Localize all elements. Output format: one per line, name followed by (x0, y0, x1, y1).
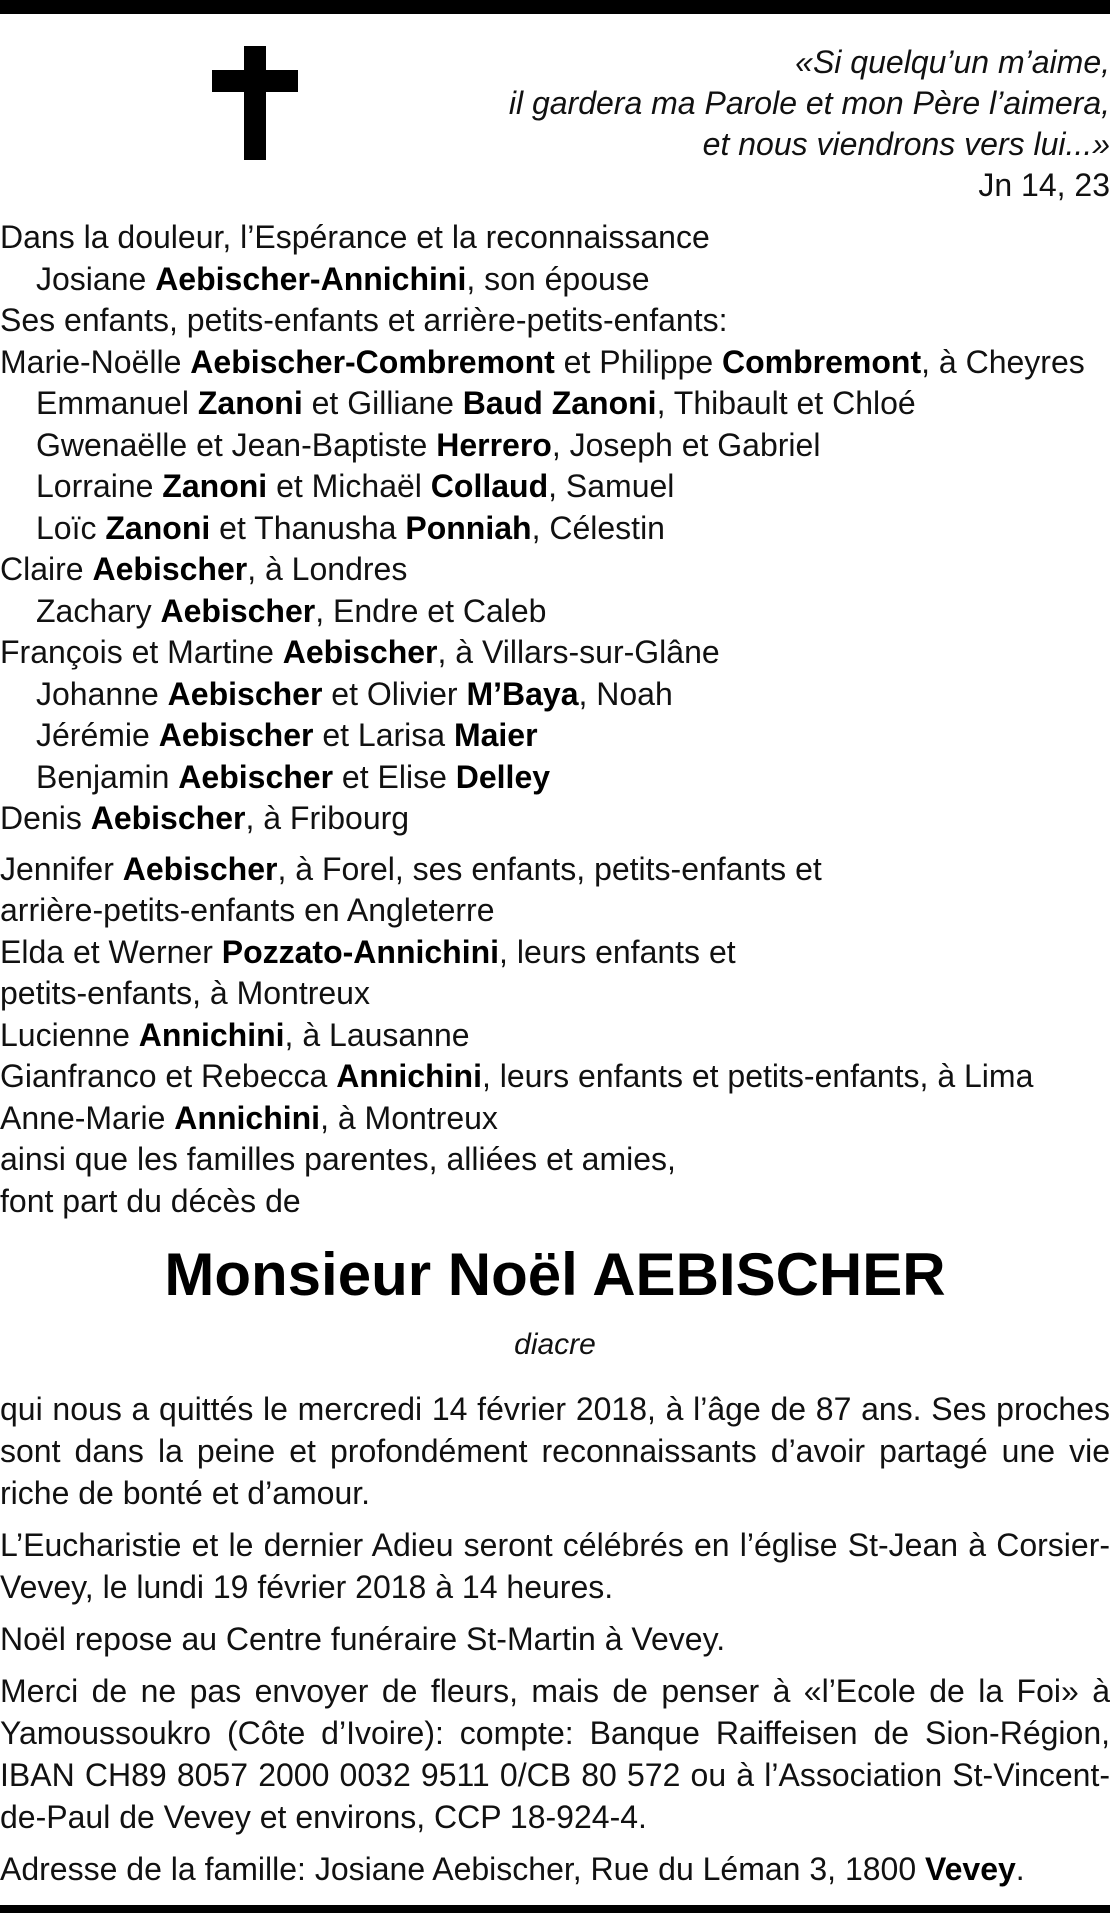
mourner-line-cont: arrière-petits-enfants en Angleterre (0, 892, 495, 928)
mourner-line: Zachary Aebischer, Endre et Caleb (36, 592, 547, 629)
death-paragraph: qui nous a quittés le mercredi 14 février 2018, à l’âge de 87 ans. Ses proches sont dans la peine et profondément reconnaissants d’avoir partagé une vie riche de bonté et d’amour. (0, 1391, 1110, 1511)
announcement-text (0, 1388, 1110, 1890)
bottom-rule (0, 1905, 1110, 1913)
donation-paragraph: Merci de ne pas envoyer de fleurs, mais de penser à «l’Ecole de la Foi» à Yamoussoukro (Côte d’Ivoire): compte: Banque Raiffeisen de Sion-Région, IBAN CH89 8057 2000 0032 9511 0/CB 80 572 ou à l’Association St-Vincent-de-Paul de Vevey et environs, CCP 18-924-4. (0, 1673, 1110, 1835)
mourner-line: Lorraine Zanoni et Michaël Collaud, Samuel (36, 468, 675, 504)
family-address: Adresse de la famille: Josiane Aebischer, Rue du Léman 3, 1800 Vevey. (0, 1851, 1025, 1887)
bible-verse (410, 42, 1110, 206)
mourner-line: Loïc Zanoni et Thanusha Ponniah, Célestin (36, 509, 665, 546)
mourner-line: Johanne Aebischer et Olivier M’Baya, Noah (36, 675, 673, 712)
mourner-line: Gwenaëlle et Jean-Baptiste Herrero, Joseph et Gabriel (36, 426, 821, 463)
deceased-name: Monsieur Noël AEBISCHER (164, 1241, 946, 1308)
cross-icon (212, 46, 298, 160)
rest-paragraph: Noël repose au Centre funéraire St-Martin à Vevey. (0, 1621, 726, 1657)
top-rule (0, 0, 1110, 14)
announce-line: font part du décès de (0, 1182, 301, 1219)
deceased-role: diacre (514, 1328, 596, 1361)
verse-reference: Jn 14, 23 (978, 167, 1110, 203)
mourner-line: Anne-Marie Annichini, à Montreux (0, 1099, 498, 1136)
mourner-line: Jérémie Aebischer et Larisa Maier (36, 717, 538, 753)
children-intro: Ses enfants, petits-enfants et arrière-petits-enfants: (0, 302, 728, 338)
verse-line: et nous viendrons vers lui...» (702, 126, 1110, 162)
mourner-line: Elda et Werner Pozzato-Annichini, leurs enfants et (0, 933, 736, 970)
mourner-line: Lucienne Annichini, à Lausanne (0, 1016, 470, 1053)
mourners-list (0, 217, 1110, 1222)
mourner-line: Gianfranco et Rebecca Annichini, leurs enfants et petits-enfants, à Lima (0, 1058, 1034, 1094)
verse-line: il gardera ma Parole et mon Père l’aimera, (508, 85, 1110, 121)
mourner-line: Emmanuel Zanoni et Gilliane Baud Zanoni, Thibault et Chloé (36, 385, 916, 421)
mourner-line: Denis Aebischer, à Fribourg (0, 800, 410, 836)
mourner-line: François et Martine Aebischer, à Villars-sur-Glâne (0, 634, 720, 670)
mourner-line: Marie-Noëlle Aebischer-Combremont et Philippe Combremont, à Cheyres (0, 343, 1085, 380)
mourner-line: Claire Aebischer, à Londres (0, 551, 408, 587)
verse-line: «Si quelqu’un m’aime, (795, 44, 1110, 80)
families-line: ainsi que les familles parentes, alliées et amies, (0, 1141, 676, 1177)
ceremony-paragraph: L’Eucharistie et le dernier Adieu seront célébrés en l’église St-Jean à Corsier-Vevey, le lundi 19 février 2018 à 14 heures. (0, 1527, 1110, 1605)
mourner-line: Jennifer Aebischer, à Forel, ses enfants, petits-enfants et (0, 850, 822, 887)
intro-line: Dans la douleur, l’Espérance et la reconnaissance (0, 219, 710, 255)
mourner-line-cont: petits-enfants, à Montreux (0, 975, 370, 1011)
mourner-line: Josiane Aebischer-Annichini, son épouse (36, 260, 650, 297)
mourner-line: Benjamin Aebischer et Elise Delley (36, 758, 551, 795)
